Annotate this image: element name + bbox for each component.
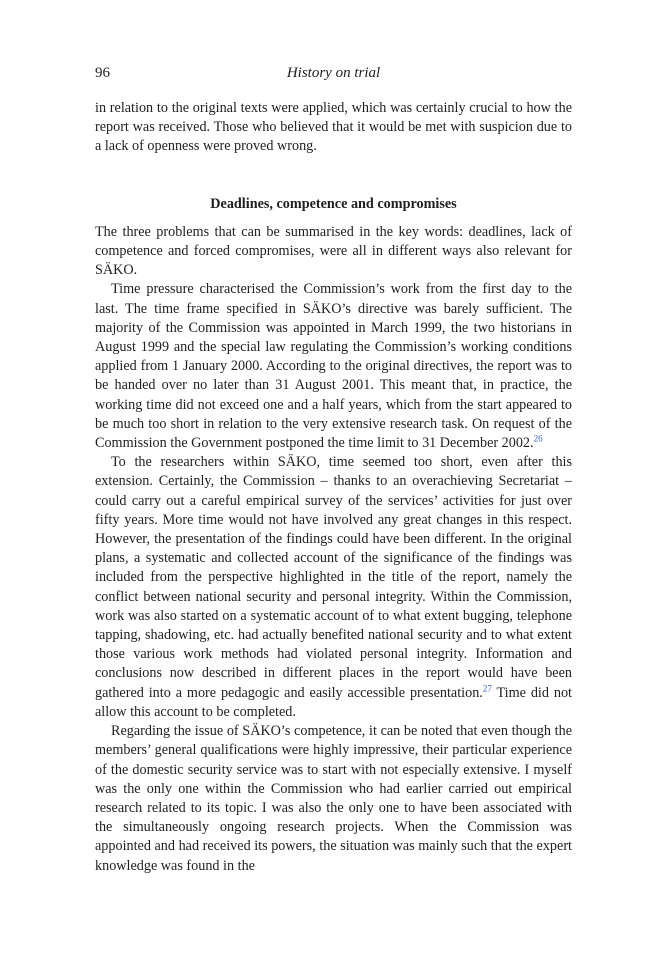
running-title: History on trial [286,65,381,81]
running-head [95,62,572,84]
footnote-ref-27[interactable]: 27 [482,682,492,693]
paragraph-1: The three problems that can be summarised in the key words: deadlines, lack of competence and forced compromises, were all in different ways also relevant for SÄKO. [95,223,572,279]
page-number: 96 [95,65,110,81]
paragraph-3-end: Time did not allow this account to be completed. [95,684,572,720]
paragraph-intro: in relation to the original texts were applied, which was certainly crucial to how the report was received. Those who believed that it would be met with suspicion due to a lack of openness were proved wrong. [95,100,572,155]
paragraph-3 [95,453,572,722]
footnote-ref-26[interactable]: 26 [533,433,543,444]
paragraph-4: Regarding the issue of SÄKO’s competence, it can be noted that even though the members’ general qualifications were highly impressive, their particular experience of the domestic security service was to start with not especially extensive. I myself was the only one within the Commission who had earlier carried out empirical research related to its topic. I was also the only one to have been associated with the simultaneously ongoing research projects. When the Commission was appointed and had received its powers, the situation was mainly such that the expert knowledge was found in the [95,723,572,874]
paragraph-2 [95,280,572,453]
paragraph-3-text: To the researchers within SÄKO, time seemed too short, even after this extension. Certainly, the Commission – thanks to an overachieving Secretariat – could carry out a careful empirical survey of the services’ activities for just over fifty years. More time would not have involved any great changes in this respect. However, the presentation of the findings could have been different. In the original plans, a systematic and collected account of the significance of the findings was included from the perspective highlighted in the title of the report, namely the conflict between national security and personal integrity. Within the Commission, work was also started on a systematic account of to what extent bugging, telephone tapping, shadowing, etc. had actually benefited national security and to what extent those various work methods had violated personal integrity. Information and conclusions now described in different places in the report would have been gathered into a more pedagogic and easily accessible presentation. [95,454,572,701]
body-text [95,99,572,876]
section-heading: Deadlines, competence and compromises [210,195,457,212]
paragraph-2-text: Time pressure characterised the Commission’s work from the first day to the last. The time frame specified in SÄKO’s directive was barely sufficient. The majority of the Commission was appointed in March 1999, the two historians in August 1999 and the special law regulating the Commission’s working conditions applied from 1 January 2000. According to the original directives, the report was to be handed over no later than 31 August 2001. This meant that, in practice, the working time did not exceed one and a half years, which from the start appeared to be much too short in relation to the very extensive research task. On request of the Commission the Government postponed the time limit to 31 December 2002. [95,281,572,452]
